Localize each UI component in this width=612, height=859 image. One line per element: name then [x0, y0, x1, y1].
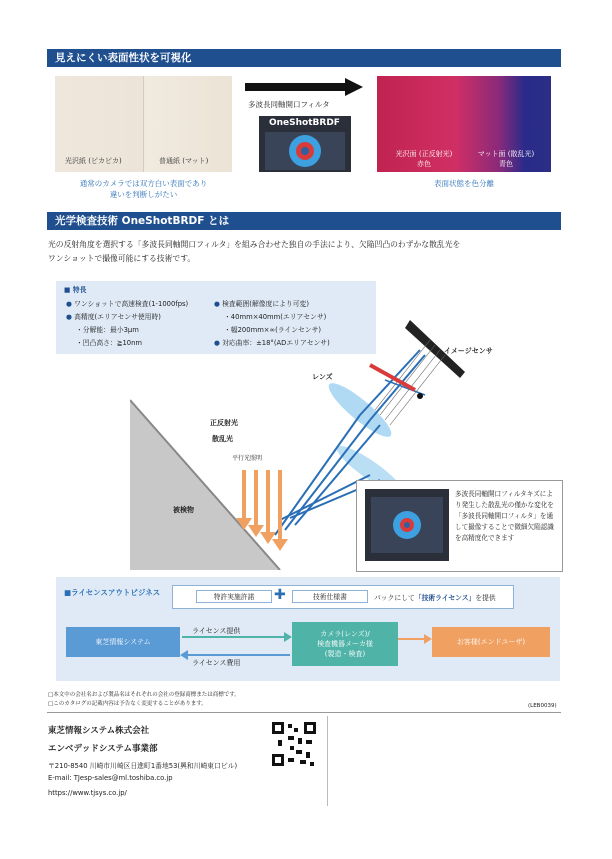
- section-title-visualize: 見えにくい表面性状を可視化: [47, 49, 561, 67]
- feature-resolution: ・分解能：最小3μm: [76, 326, 139, 334]
- sensor-label: イメージセンサ: [444, 347, 493, 355]
- license-provide-label: ライセンス提供: [192, 627, 241, 635]
- website-link[interactable]: https://www.tjsys.co.jp/: [48, 789, 127, 797]
- feature-area: ・40mm×40mm(エリアセンサ): [224, 313, 327, 321]
- plus-icon: ✚: [274, 587, 286, 603]
- lens-label: レンズ: [312, 373, 333, 381]
- camera-brand-label: OneShotBRDF: [269, 118, 340, 128]
- spec-pill: 技術仕様書: [292, 590, 368, 603]
- oneshot-photo: 光沢面 (正反射光) 赤色 マット面 (散乱光) 青色: [377, 76, 551, 172]
- matte-result-label: マット面 (散乱光): [477, 150, 535, 158]
- patent-pill: 特許実施許諾: [196, 590, 272, 603]
- features-box: ■ 特長 ● ワンショットで高速検査(1-1000fps) ● 高精度(エリアセンサ使用時) ・分解能：最小3μm ・凹凸高さ：≧10nm ● 検査範囲(解像度により可変) ・40mm×40mm(エリアセンサ) ・幅200mm×∞(ラインセンサ) ● 対応曲率：±18°(ADエリアセンサ): [56, 281, 376, 354]
- inset-box: [356, 480, 563, 572]
- license-box: [56, 577, 560, 681]
- right-caption: 表面状態を色分離: [434, 179, 494, 188]
- plain-camera-photo: [55, 76, 232, 172]
- footer-vertical-divider: [327, 716, 328, 806]
- feature-line: ・幅200mm×∞(ラインセンサ): [224, 326, 322, 334]
- parallel-light-label: 平行光照明: [232, 455, 263, 462]
- specular-label: 正反射光: [210, 419, 238, 427]
- package-text: パックにして「技術ライセンス」を提供: [374, 594, 496, 602]
- feature-curvature: 対応曲率：±18°(ADエリアセンサ): [222, 339, 330, 347]
- division-name: エンベデッドシステム事業部: [48, 744, 158, 754]
- filter-label: 多波長同軸開口フィルタ: [248, 100, 330, 109]
- email[interactable]: E-mail: TJesp-sales@ml.toshiba.co.jp: [48, 774, 173, 782]
- scatter-label: 散乱光: [212, 435, 233, 443]
- customer-block: お客様(エンドユーザ): [432, 627, 550, 657]
- customer-arrow-icon: [398, 633, 432, 645]
- toshiba-block: 東芝情報システム: [66, 627, 180, 657]
- license-fee-label: ライセンス費用: [192, 659, 241, 667]
- maker-block: カメラ(レンズ)/ 検査機器メーカ様 (製造・検査): [292, 622, 398, 666]
- company-name: 東芝情報システム株式会社: [48, 726, 150, 736]
- footer-divider: [47, 712, 561, 713]
- features-title: ■ 特長: [64, 286, 87, 294]
- camera-photo: [259, 116, 351, 172]
- inset-photo: [365, 489, 449, 561]
- note-trademark: □本文中の会社名および製品名はそれぞれの会社の登録商標または商標です。: [48, 692, 240, 698]
- feature-height: ・凹凸高さ：≧10nm: [76, 339, 143, 347]
- inset-text: 多波長同軸開口フィルタキズにより発生した散乱光の僅かな変化を「多波長同軸開口フィルタ」を通して撮像することで微細欠陥認識を高精度化できます: [455, 490, 554, 542]
- qr-code-icon: [272, 722, 316, 766]
- feature-speed: ワンショットで高速検査(1-1000fps): [74, 300, 189, 308]
- object-label: 被検物: [173, 506, 194, 514]
- note-change: □このカタログの記載内容は予告なく変更することがあります。: [48, 701, 207, 707]
- right-arrow-icon: [245, 78, 363, 96]
- catalog-code: (LEB0039): [528, 703, 557, 709]
- left-caption: 通常のカメラでは双方白い表面であり 違いを判断しがたい: [79, 179, 208, 199]
- license-title: ■ライセンスアウトビジネス: [64, 588, 161, 597]
- description: 光の反射角度を選択する「多波長同軸開口フィルタ」を組み合わせた独自の手法により、欠陥凹凸のわずかな散乱光を ワンショットで撮像可能にする技術です。: [48, 240, 461, 263]
- address: 〒210-8540 川崎市川崎区日進町1番地53(興和川崎東口ビル): [48, 762, 238, 770]
- section-title-oneshot: 光学検査技術 OneShotBRDF とは: [47, 212, 561, 230]
- glossy-result-label: 光沢面 (正反射光): [395, 150, 453, 158]
- feature-precision: 高精度(エリアセンサ使用時): [74, 313, 161, 321]
- glossy-paper-label: 光沢紙 (ピカピカ): [65, 157, 122, 165]
- feature-range: 検査範囲(解像度により可変): [222, 300, 309, 308]
- matte-paper-label: 普通紙 (マット): [159, 157, 209, 165]
